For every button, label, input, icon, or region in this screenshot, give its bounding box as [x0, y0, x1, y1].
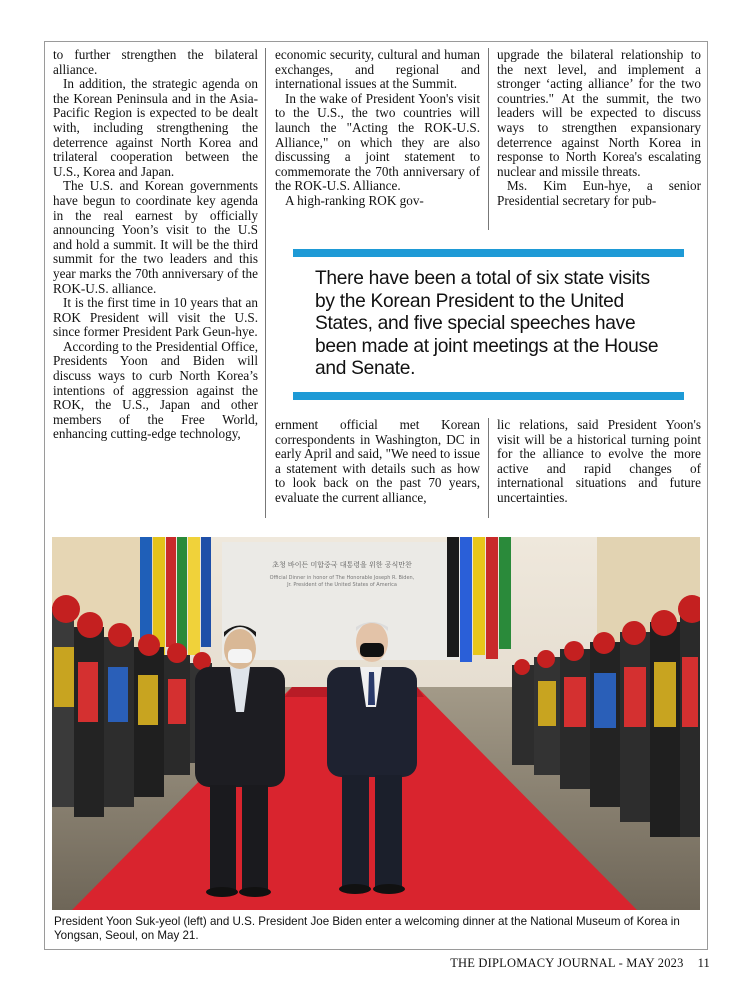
banner-text: 초청 바이든 미합중국 대통령을 위한 공식만찬 [272, 561, 412, 569]
column-divider [488, 48, 489, 230]
article-column-3-top [497, 48, 701, 209]
pull-quote-top-bar [293, 249, 684, 257]
paragraph: The U.S. and Korean governments have begun to coordinate key agenda in the real earnest by officially announcing Yoon’s visit to the U.S and hold a summit. It will be the third summit for the two leaders and this year marks the 70th anniversary of the ROK-U.S. alliance. [53, 178, 258, 296]
photo-caption: President Yoon Suk-yeol (left) and U.S. President Joe Biden enter a welcoming dinner at the National Museum of Korea in Yongsan, Seoul, on May 21. [54, 915, 680, 942]
article-column-1 [53, 48, 258, 442]
article-column-2-top [275, 48, 480, 209]
pull-quote-bottom-bar [293, 392, 684, 400]
publication-name: THE DIPLOMACY JOURNAL - MAY 2023 [450, 956, 684, 970]
paragraph: In the wake of President Yoon's visit to the U.S., the two countries will launch the "Acting the ROK-U.S. Alliance," on which they are also discussing a joint statement to commemorate the 70th anniversary of the ROK-U.S. Alliance. [275, 90, 480, 194]
news-photo [52, 537, 700, 910]
paragraph: upgrade the bilateral relationship to the next level, and implement a stronger ‘acting alliance’ for the two countries." At the summit, the two leaders will be expected to discuss ways to strengthen expansionary deterrence against North Korea in response to North Korea's escalating nuclear and missile threats. [497, 47, 701, 179]
column-divider [265, 48, 266, 518]
paragraph: Ms. Kim Eun-hye, a senior Presidential secretary for pub- [497, 178, 701, 208]
column-divider [488, 418, 489, 518]
paragraph: A high-ranking ROK gov- [285, 192, 424, 208]
paragraph: According to the Presidential Office, Presidents Yoon and Biden will discuss ways to curb North Korea’s intentions of aggression against the ROK, the U.S., Japan and other members of the Free World, enhancing cutting-edge technology, [53, 338, 258, 442]
pull-quote: There have been a total of six state visits by the Korean President to the United States, and five special speeches have been made at joint meetings at the House and Senate. [315, 268, 659, 380]
paragraph: lic relations, said President Yoon's visit will be a historical turning point for the alliance to evolve the more active and rapid changes of international situations and future uncertainties. [497, 417, 701, 505]
banner-subtext: Official Dinner in honor of The Honorable Joseph R. Biden, Jr. President of the United States of America [269, 575, 415, 588]
page-number: 11 [697, 956, 710, 970]
page-footer [450, 956, 710, 971]
paragraph: In addition, the strategic agenda on the Korean Peninsula and in the Asia-Pacific Region is expected to be dealt with, including strengthening the deterrence against North Korea and trilateral cooperation between the U.S., Korea and Japan. [53, 76, 258, 179]
paragraph: to further strengthen the bilateral alliance. [53, 47, 258, 77]
paragraph: It is the first time in 10 years that an ROK President will visit the U.S. since former President Park Geun-hye. [53, 295, 258, 340]
paragraph: economic security, cultural and human exchanges, and regional and international issues at the Summit. [275, 47, 480, 92]
article-column-2-bottom [275, 418, 480, 506]
paragraph: ernment official met Korean correspondents in Washington, DC in early April and said, "We need to issue a statement with details such as how to look back on the past 70 years, evaluate the current alliance, [275, 417, 480, 505]
article-column-3-bottom [497, 418, 701, 506]
